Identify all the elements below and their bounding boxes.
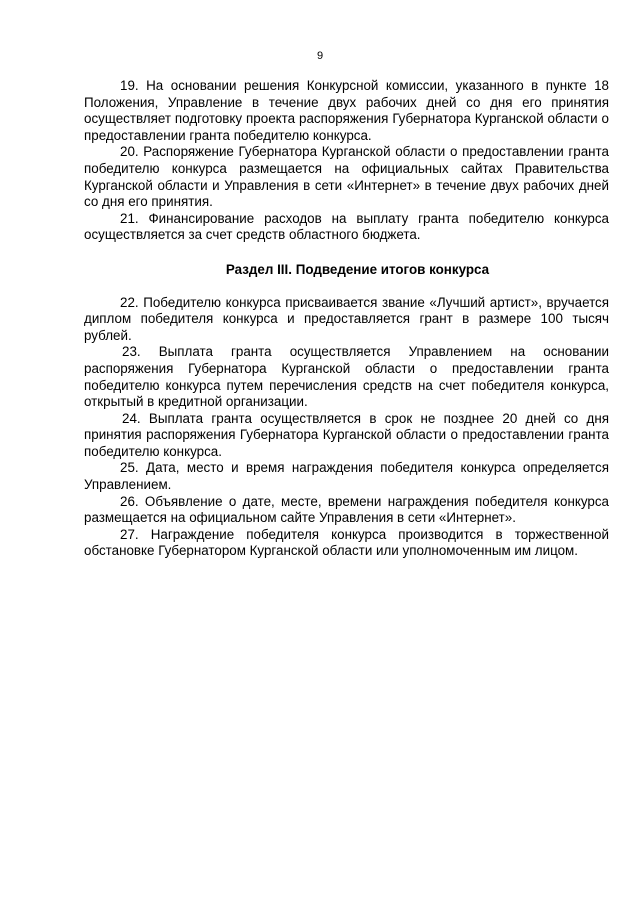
- paragraph-20: 20. Распоряжение Губернатора Курганской области о предоставлении гранта победителю конкурса размещается на официальных сайтах Правительства Курганской области и Управления в сети «Интернет» в течение двух рабочих дней со дня его принятия.: [84, 144, 609, 210]
- paragraph-26: 26. Объявление о дате, месте, времени награждения победителя конкурса размещается на официальном сайте Управления в сети «Интернет».: [84, 493, 609, 526]
- paragraph-19: 19. На основании решения Конкурсной комиссии, указанного в пункте 18 Положения, Управление в течение двух рабочих дней со дня его принятия осуществляет подготовку проекта распоряжения Губернатора Курганской области о предоставлении гранта победителю конкурса.: [84, 78, 609, 143]
- document-body: [84, 78, 609, 560]
- paragraph-22: 22. Победителю конкурса присваивается звание «Лучший артист», вручается диплом победителя конкурса и предоставляется грант в размере 100 тысяч рублей.: [84, 294, 609, 343]
- page-number: 9: [316, 50, 324, 62]
- paragraph-23: 23. Выплата гранта осуществляется Управлением на основании распоряжения Губернатора Курганской области о предоставлении гранта победителю конкурса путем перечисления средств на счет победителя конкурса, открытый в кредитной организации.: [84, 344, 609, 410]
- paragraph-21: 21. Финансирование расходов на выплату гранта победителю конкурса осуществляется за счет средств областного бюджета.: [84, 210, 609, 243]
- paragraph-24: 24. Выплата гранта осуществляется в срок не позднее 20 дней со дня принятия распоряжения Губернатора Курганской области о предоставлении гранта победителю конкурса.: [84, 410, 609, 459]
- paragraph-25: 25. Дата, место и время награждения победителя конкурса определяется Управлением.: [84, 460, 609, 493]
- section-heading: Раздел III. Подведение итогов конкурса: [225, 261, 490, 277]
- paragraph-27: 27. Награждение победителя конкурса производится в торжественной обстановке Губернатором Курганской области или уполномоченным им лицом.: [84, 526, 609, 559]
